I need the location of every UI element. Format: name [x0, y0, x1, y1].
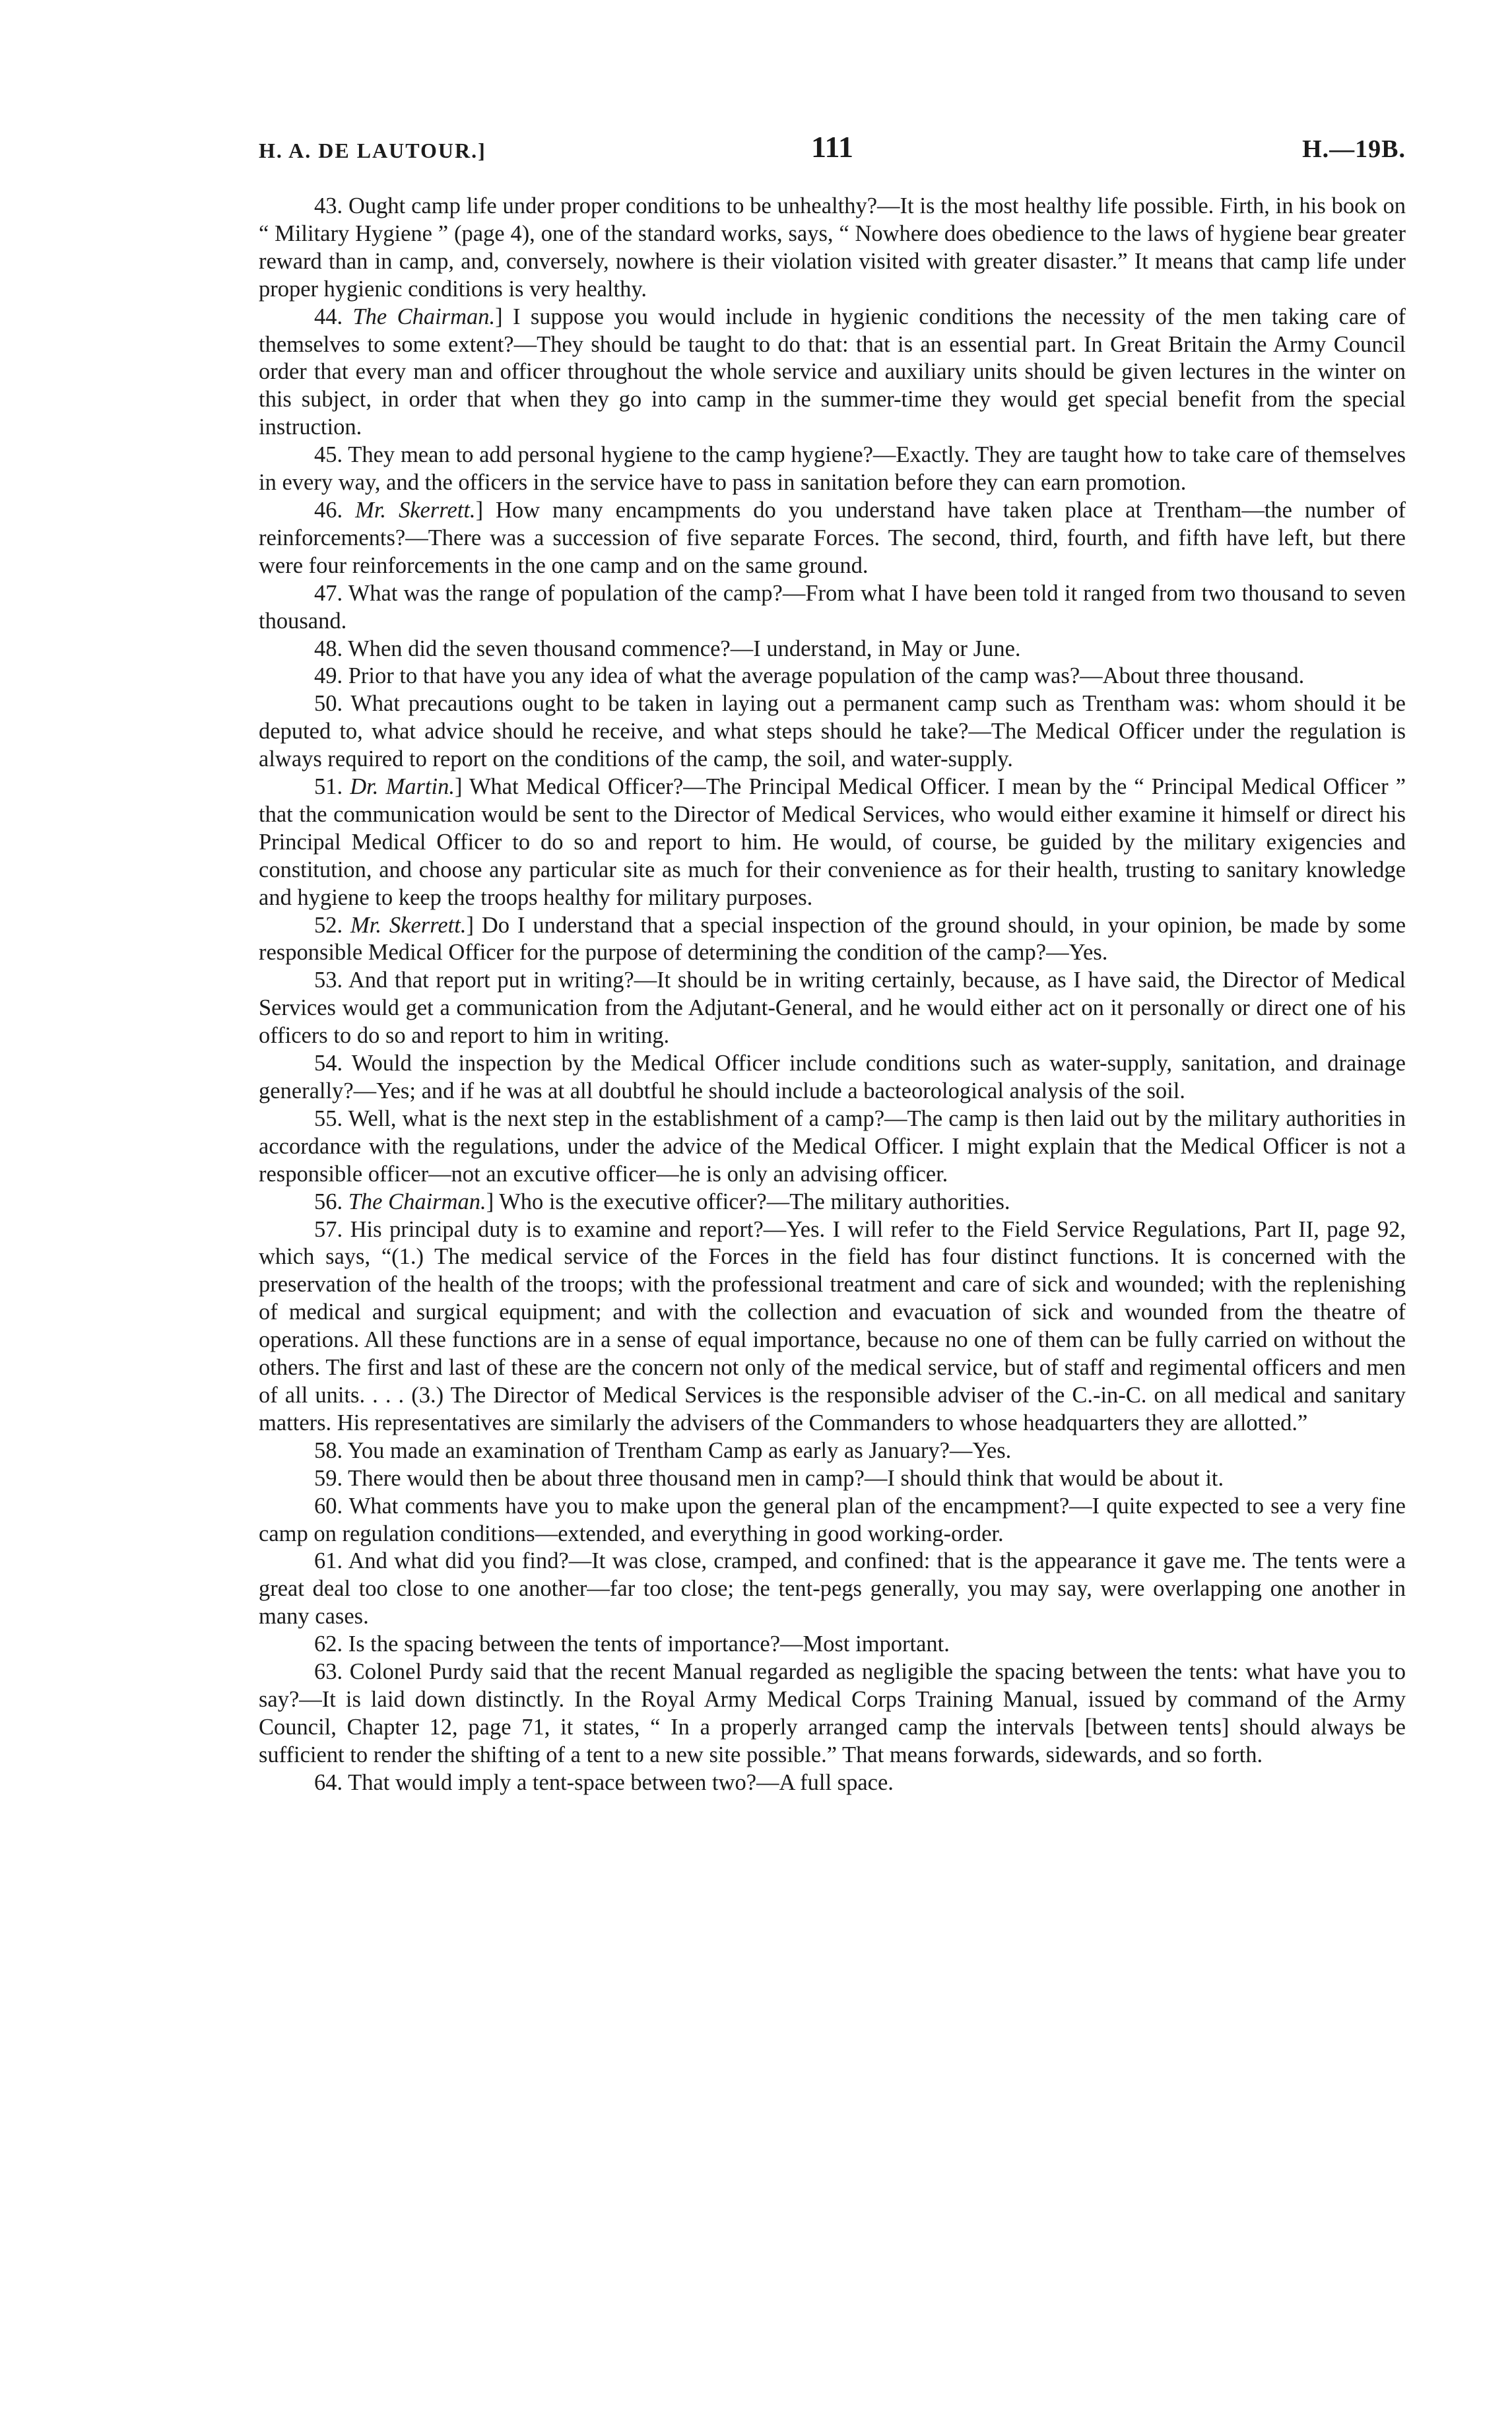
- testimony-paragraph: [259, 690, 1406, 773]
- testimony-paragraph: [259, 912, 1406, 968]
- paragraph-text: 55. Well, what is the next step in the establishment of a camp?—The camp is then laid out by the military authorities in accordance with the regulations, under the advice of the Medical Officer. I might explain that the Medical Officer is not a responsible officer—not an excutive officer—he is only an advising officer.: [259, 1105, 1406, 1187]
- page-number: 111: [811, 130, 853, 164]
- question-number: 56.: [314, 1189, 348, 1214]
- speaker-name: Mr. Skerrett.: [350, 912, 467, 938]
- question-number: 44.: [314, 304, 353, 329]
- paragraph-text: ] Do I understand that a special inspection of the ground should, in your opinion, be made by some responsible Medical Officer for the purpose of determining the condition of the camp?—Yes.: [259, 912, 1406, 966]
- speaker-name: Dr. Martin.: [350, 774, 455, 800]
- paragraph-text: 58. You made an examination of Trentham Camp as early as January?—Yes.: [314, 1437, 1012, 1463]
- paragraph-text: 47. What was the range of population of the camp?—From what I have been told it ranged from two thousand to seven thousand.: [259, 580, 1406, 634]
- testimony-paragraph: [259, 580, 1406, 636]
- paragraph-text: 54. Would the inspection by the Medical Officer include conditions such as water-supply, sanitation, and drainage generally?—Yes; and if he was at all doubtful he should include a bacteorological analysis of the soil.: [259, 1051, 1406, 1103]
- paragraph-text: 53. And that report put in writing?—It should be in writing certainly, because, as I have said, the Director of Medical Services would get a communication from the Adjutant-General, and he would either act on it personally or direct one of his officers to do so and report to him in writing.: [259, 968, 1406, 1049]
- paragraph-text: ] How many encampments do you understand have taken place at Trentham—the number of reinforcements?—There was a succession of five separate Forces. The second, third, fourth, and fifth have left, but there were four reinforcements in the one camp and on the same ground.: [259, 497, 1406, 578]
- testimony-paragraph: [259, 1437, 1406, 1465]
- testimony-paragraph: [259, 1189, 1406, 1216]
- page-header: [259, 129, 1406, 176]
- paragraph-text: 62. Is the spacing between the tents of importance?—Most important.: [314, 1631, 950, 1657]
- paragraph-text: ] Who is the executive officer?—The military authorities.: [486, 1189, 1010, 1214]
- paragraph-text: 61. And what did you find?—It was close, cramped, and confined: that is the appearance it gave me. The tents were a great deal too close to one another—far too close; the tent-pegs generally, you may say, were overlapping one another in many cases.: [259, 1548, 1406, 1629]
- paragraph-text: 63. Colonel Purdy said that the recent Manual regarded as negligible the spacing between the tents: what have you to say?—It is laid down distinctly. In the Royal Army Medical Corps Training Manual, issued by command of the Army Council, Chapter 12, page 71, it states, “ In a properly arranged camp the intervals [between tents] should always be sufficient to render the shifting of a tent to a new site possible.” That means forwards, sidewards, and so forth.: [259, 1659, 1406, 1767]
- testimony-paragraph: [259, 773, 1406, 912]
- paragraph-text: 50. What precautions ought to be taken in laying out a permanent camp such as Trentham was: whom should it be deputed to, what advice should he receive, and what steps should he take?—The Medical Officer under the regulation is always required to report on the conditions of the camp, the soil, and water-supply.: [259, 691, 1406, 772]
- speaker-name: Mr. Skerrett.: [355, 497, 476, 523]
- testimony-paragraph: [259, 1493, 1406, 1548]
- testimony-body: [259, 193, 1406, 1797]
- question-number: 51.: [314, 774, 350, 800]
- testimony-paragraph: [259, 1105, 1406, 1189]
- document-page: [259, 129, 1406, 1797]
- paragraph-text: ] What Medical Officer?—The Principal Medical Officer. I mean by the “ Principal Medical Officer ” that the communication would be sent to the Director of Medical Services, who would either examine it himself or direct his Principal Medical Officer to do so and report to him. He would, of course, be guided by the military exigencies and constitution, and choose any particular site as much for their convenience as for their health, trusting to sanitary knowledge and hygiene to keep the troops healthy for military purposes.: [259, 774, 1406, 910]
- document-reference: H.—19B.: [1302, 135, 1406, 163]
- testimony-paragraph: [259, 497, 1406, 580]
- paragraph-text: 48. When did the seven thousand commence?—I understand, in May or June.: [314, 636, 1021, 661]
- testimony-paragraph: [259, 1548, 1406, 1631]
- testimony-paragraph: [259, 967, 1406, 1050]
- testimony-paragraph: [259, 1050, 1406, 1105]
- paragraph-text: 59. There would then be about three thousand men in camp?—I should think that would be about it.: [314, 1465, 1224, 1491]
- testimony-paragraph: [259, 442, 1406, 497]
- testimony-paragraph: [259, 304, 1406, 442]
- paragraph-text: 64. That would imply a tent-space between two?—A full space.: [314, 1769, 894, 1795]
- testimony-paragraph: [259, 1631, 1406, 1659]
- testimony-paragraph: [259, 193, 1406, 304]
- testimony-paragraph: [259, 1465, 1406, 1493]
- testimony-paragraph: [259, 1769, 1406, 1797]
- testimony-paragraph: [259, 1659, 1406, 1769]
- testimony-paragraph: [259, 636, 1406, 663]
- witness-name: H. A. DE LAUTOUR.]: [259, 139, 486, 162]
- paragraph-text: 49. Prior to that have you any idea of what the average population of the camp was?—About three thousand.: [314, 663, 1305, 689]
- paragraph-text: 43. Ought camp life under proper conditions to be unhealthy?—It is the most healthy life possible. Firth, in his book on “ Military Hygiene ” (page 4), one of the standard works, says, “ Nowhere does obedience to the laws of hygiene bear greater reward than in camp, and, conversely, nowhere is their violation visited with greater disaster.” It means that camp life under proper hygienic conditions is very healthy.: [259, 193, 1406, 302]
- speaker-name: The Chairman.: [348, 1189, 486, 1214]
- paragraph-text: 60. What comments have you to make upon the general plan of the encampment?—I quite expected to see a very fine camp on regulation conditions—extended, and everything in good working-order.: [259, 1493, 1406, 1546]
- question-number: 52.: [314, 912, 351, 938]
- paragraph-text: 45. They mean to add personal hygiene to the camp hygiene?—Exactly. They are taught how to take care of themselves in every way, and the officers in the service have to pass in sanitation before they can earn promotion.: [259, 442, 1406, 496]
- testimony-paragraph: [259, 663, 1406, 690]
- question-number: 46.: [314, 497, 356, 523]
- paragraph-text: ] I suppose you would include in hygienic conditions the necessity of the men taking care of themselves to some extent?—They should be taught to do that: that is an essential part. In Great Britain the Army Council order that every man and officer throughout the whole service and auxiliary units should be given lectures in the winter on this subject, in order that when they go into camp in the summer-time they would get special benefit from the special instruction.: [259, 304, 1406, 440]
- testimony-paragraph: [259, 1216, 1406, 1437]
- paragraph-text: 57. His principal duty is to examine and report?—Yes. I will refer to the Field Service Regulations, Part II, page 92, which says, “(1.) The medical service of the Forces in the field has four distinct functions. It is concerned with the preservation of the health of the troops; with the professional treatment and care of sick and wounded; with the replenishing of medical and surgical equipment; and with the collection and evacuation of sick and wounded from the theatre of operations. All these functions are in a sense of equal importance, because no one of them can be fully carried on without the others. The first and last of these are the concern not only of the medical service, but of staff and regimental officers and men of all units. . . . (3.) The Director of Medical Services is the responsible adviser of the C.-in-C. on all medical and sanitary matters. His representatives are similarly the advisers of the Commanders to whose headquarters they are allotted.”: [259, 1216, 1406, 1435]
- speaker-name: The Chairman.: [352, 304, 496, 329]
